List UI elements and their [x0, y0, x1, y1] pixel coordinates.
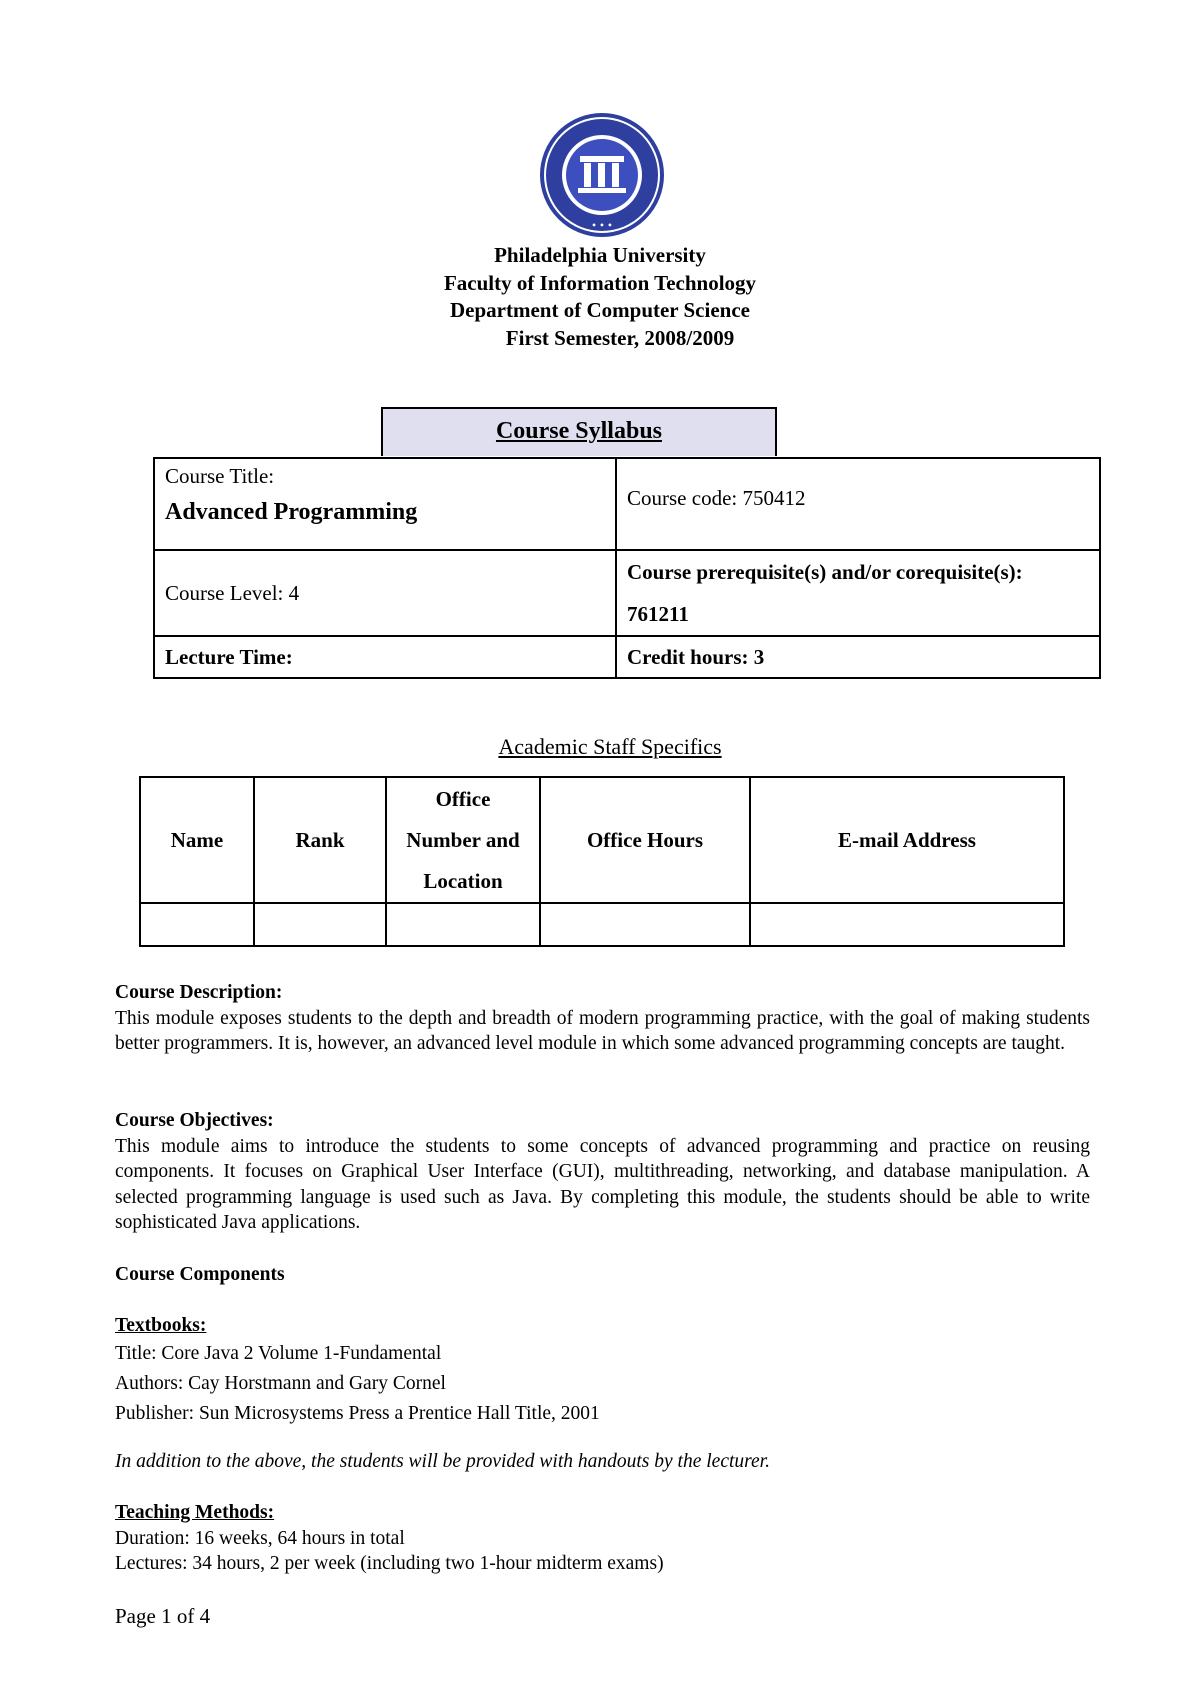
syllabus-title: Course Syllabus	[495, 418, 663, 444]
textbooks-section	[115, 1313, 1090, 1429]
department-name: Department of Computer Science	[450, 298, 750, 322]
course-title: Advanced Programming	[165, 499, 418, 525]
course-objectives-label: Course Objectives:	[115, 1110, 274, 1131]
svg-text:• • •: • • •	[591, 221, 613, 230]
course-code: Course code: 750412	[627, 486, 806, 510]
table-header-row	[140, 777, 1064, 903]
course-description-label: Course Description:	[115, 982, 283, 1003]
textbook-publisher: Publisher: Sun Microsystems Press a Prentice Hall Title, 2001	[115, 1402, 600, 1424]
table-cell	[254, 903, 386, 946]
column-header: E-mail Address	[750, 777, 1064, 903]
column-header-line: Office	[435, 786, 491, 811]
staff-section-title: Academic Staff Specifics	[498, 734, 722, 759]
handouts-note: In addition to the above, the students will be provided with handouts by the lecturer.	[115, 1451, 770, 1472]
textbook-authors: Authors: Cay Horstmann and Gary Cornel	[115, 1372, 446, 1394]
column-header-line: Number and	[406, 827, 520, 852]
column-header: Rank	[254, 777, 386, 903]
course-title-cell	[154, 458, 616, 550]
teaching-methods-section	[115, 1500, 1090, 1577]
course-description-section	[115, 980, 1090, 1057]
course-code-cell	[616, 458, 1100, 550]
table-cell	[386, 903, 540, 946]
syllabus-title-box	[381, 407, 777, 456]
lecture-time-cell	[154, 636, 616, 678]
teaching-lectures: Lectures: 34 hours, 2 per week (including two 1-hour midterm exams)	[115, 1553, 664, 1574]
table-row	[154, 550, 1100, 636]
course-level-cell	[154, 550, 616, 636]
course-description-text: This module exposes students to the depth and breadth of modern programming practice, with the goal of making students better programmers. It is, however, an advanced level module in which some advanced programming concepts are taught.	[115, 1007, 1090, 1054]
table-row	[154, 636, 1100, 678]
table-row	[140, 903, 1064, 946]
column-header: Name	[140, 777, 254, 903]
prerequisite-cell	[616, 550, 1100, 636]
credit-hours: Credit hours: 3	[627, 644, 765, 669]
course-components-label: Course Components	[115, 1264, 285, 1285]
table-cell	[140, 903, 254, 946]
teaching-methods-label: Teaching Methods:	[115, 1502, 275, 1523]
teaching-duration: Duration: 16 weeks, 64 hours in total	[115, 1527, 405, 1549]
semester: First Semester, 2008/2009	[505, 326, 735, 350]
prerequisite-label: Course prerequisite(s) and/or corequisite(s):	[627, 560, 1023, 584]
prerequisite-value: 761211	[627, 602, 689, 626]
course-objectives-text: This module aims to introduce the students to some concepts of advanced programming and practice on reusing components. It focuses on Graphical User Interface (GUI), multithreading, networking, and database manipulation. A selected programming language is used such as Java. By completing this module, the students should be able to write sophisticated Java applications.	[115, 1135, 1090, 1233]
column-header: Office Hours	[540, 777, 750, 903]
table-cell	[750, 903, 1064, 946]
textbooks-label: Textbooks:	[115, 1315, 207, 1336]
column-header-office	[386, 777, 540, 903]
course-info-table	[153, 457, 1101, 679]
textbook-title: Title: Core Java 2 Volume 1-Fundamental	[115, 1342, 442, 1364]
course-objectives-section	[115, 1108, 1090, 1236]
staff-table	[139, 776, 1065, 947]
university-logo	[527, 112, 677, 238]
table-cell	[540, 903, 750, 946]
university-name: Philadelphia University	[494, 243, 706, 267]
course-level: Course Level: 4	[165, 580, 300, 605]
faculty-name: Faculty of Information Technology	[443, 271, 757, 295]
course-title-label: Course Title:	[165, 464, 275, 488]
credit-hours-cell	[616, 636, 1100, 678]
column-header-line: Location	[423, 868, 503, 893]
lecture-time: Lecture Time:	[165, 644, 293, 669]
page-number: Page 1 of 4	[115, 1604, 211, 1628]
table-row	[154, 458, 1100, 550]
